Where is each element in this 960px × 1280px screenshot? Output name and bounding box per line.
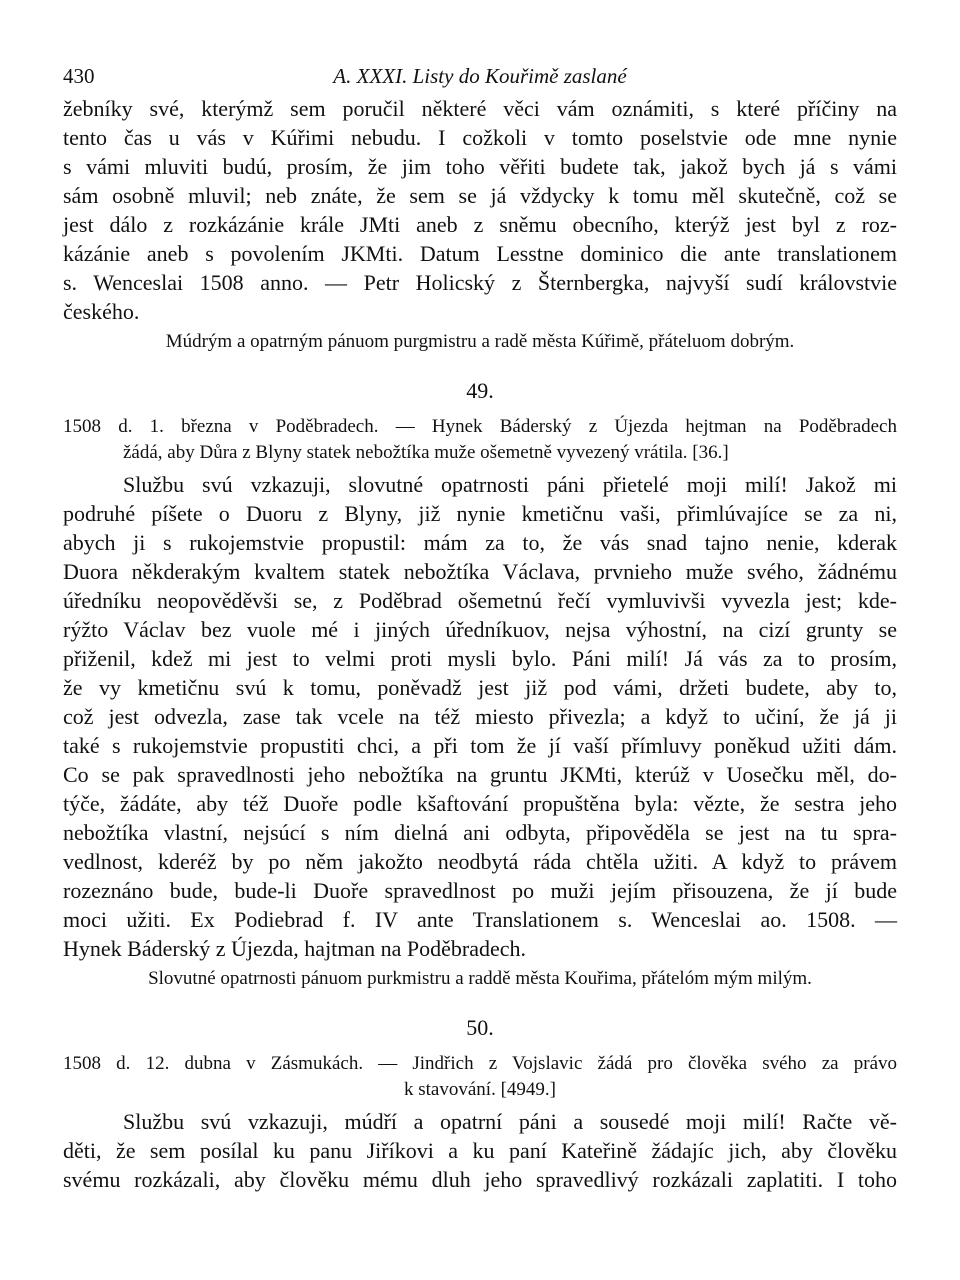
text-line: kázánie aneb s povolením JKMti. Datum Lesstne dominico die ante translationem bbox=[63, 241, 897, 266]
text-line: nebožtíka vlastní, nejsúcí s ním dielná ani odbyta, připověděla se jest na tu spra- bbox=[63, 820, 897, 845]
page-number: 430 bbox=[63, 64, 95, 88]
text-line: s vámi mluviti budú, prosím, že jim toho věřiti budete tak, jakož bych já s vámi bbox=[63, 154, 897, 179]
address-line: Múdrým a opatrným pánuom purgmistru a radě města Kúřimě, přáteluom dobrým. bbox=[165, 331, 795, 352]
text-line: žebníky své, kterýmž sem poručil některé věci vám oznámiti, s které příčiny na bbox=[63, 96, 897, 121]
text-line: rýžto Václav bez vuole mé i jiných úředníkuov, nejsa výhostní, na cizí grunty se bbox=[63, 617, 897, 642]
text-line: Hynek Báderský z Újezda, hajtman na Poděbradech. bbox=[63, 936, 527, 961]
top-paragraph bbox=[63, 94, 897, 326]
text-line: děti, že sem posílal ku panu Jiříkovi a ku paní Kateřině žádajíc jich, aby člověku bbox=[63, 1138, 897, 1163]
text-line: svému rozkázali, aby člověku mému dluh jeho spravedlivý rozkázali zaplatiti. I toho bbox=[63, 1167, 897, 1192]
text-line: úředníku neopověděvši se, z Poděbrad ošemetnú řečí vymluvivši vyvezla jest; kde- bbox=[63, 588, 897, 613]
document-text bbox=[63, 1107, 897, 1194]
document-text bbox=[63, 470, 897, 963]
regest-line: k stavování. [4949.] bbox=[404, 1079, 556, 1100]
text-line: Službu svú vzkazuji, múdří a opatrní páni a sousedé moji milí! Račte vě- bbox=[123, 1109, 897, 1134]
text-line: což jest odvezla, zase tak vcele na též miesto přivezla; a když to učiní, že já ji bbox=[63, 704, 897, 729]
text-line: moci užiti. Ex Podiebrad f. IV ante Translationem s. Wenceslai ao. 1508. — bbox=[63, 907, 897, 932]
text-line: českého. bbox=[63, 299, 140, 324]
text-line: přiženil, kdež mi jest to velmi proti mysli bylo. Páni milí! Já vás za to prosím, bbox=[63, 646, 897, 671]
running-title: A. XXXI. Listy do Kouřimě zaslané bbox=[333, 64, 627, 88]
text-line: s. Wenceslai 1508 anno. — Petr Holicský z Šternbergka, najvyší sudí královstvie bbox=[63, 270, 897, 295]
text-line: vedlnost, kderéž by po něm jakožto neodbytá ráda chtěla užiti. A když to právem bbox=[63, 849, 897, 874]
text-line: Duora někderakým kvaltem statek nebožtíka Václava, prvnieho muže svého, žádnému bbox=[63, 559, 897, 584]
book-page bbox=[63, 58, 897, 1194]
document-number: 50. bbox=[466, 1015, 494, 1040]
text-line: jest dálo z rozkázánie krále JMti aneb z sněmu obecního, kterýž jest byl z roz- bbox=[63, 212, 897, 237]
text-line: tento čas u vás v Kúřimi nebudu. I cožkoli v tomto poselstvie ode mne nynie bbox=[63, 125, 897, 150]
text-line: sám osobně mluvil; neb znáte, že sem se já vždycky k tomu měl skutečně, což se bbox=[63, 183, 897, 208]
text-line: že vy kmetičnu svú k tomu, poněvadž jest již pod vámi, držeti budete, aby to, bbox=[63, 675, 897, 700]
text-line: abych ji s rukojemstvie propustil: mám za to, že vás snad tajno nenie, kderak bbox=[63, 530, 897, 555]
text-line: rozeznáno bude, bude-li Duoře spravedlnost po muži jejím přisouzena, že jí bude bbox=[63, 878, 897, 903]
text-line: podruhé píšete o Duoru z Blyny, již nynie kmetičnu vaši, přimlúvajíce se za ni, bbox=[63, 501, 897, 526]
text-line: Co se pak spravedlnosti jeho nebožtíka na gruntu JKMti, kterúž v Uosečku měl, do- bbox=[63, 762, 897, 787]
page-header bbox=[63, 58, 897, 94]
regest-line: 1508 d. 1. března v Poděbradech. — Hynek Báderský z Újezda hejtman na Poděbradech bbox=[63, 416, 897, 437]
text-line: týče, žádáte, aby též Duoře podle kšaftování propuštěna byla: vězte, že sestra jeho bbox=[63, 791, 897, 816]
text-line: také s rukojemstvie propustiti chci, a při tom že jí vaší přímluvy poněkud užiti dám. bbox=[63, 733, 897, 758]
regest-line: žádá, aby Důra z Blyny statek nebožtíka muže ošemetně vyvezený vrátila. [36.] bbox=[123, 442, 729, 463]
text-line: Službu svú vzkazuji, slovutné opatrnosti páni přietelé moji milí! Jakož mi bbox=[123, 472, 897, 497]
document-regest bbox=[63, 414, 897, 466]
address-line: Slovutné opatrnosti pánuom purkmistru a raddě města Kouřima, přátelóm mým milým. bbox=[148, 968, 812, 989]
document-number: 49. bbox=[466, 378, 494, 403]
regest-line: 1508 d. 12. dubna v Zásmukách. — Jindřich z Vojslavic žádá pro člověka svého za právo bbox=[63, 1053, 897, 1074]
document-regest bbox=[63, 1051, 897, 1103]
